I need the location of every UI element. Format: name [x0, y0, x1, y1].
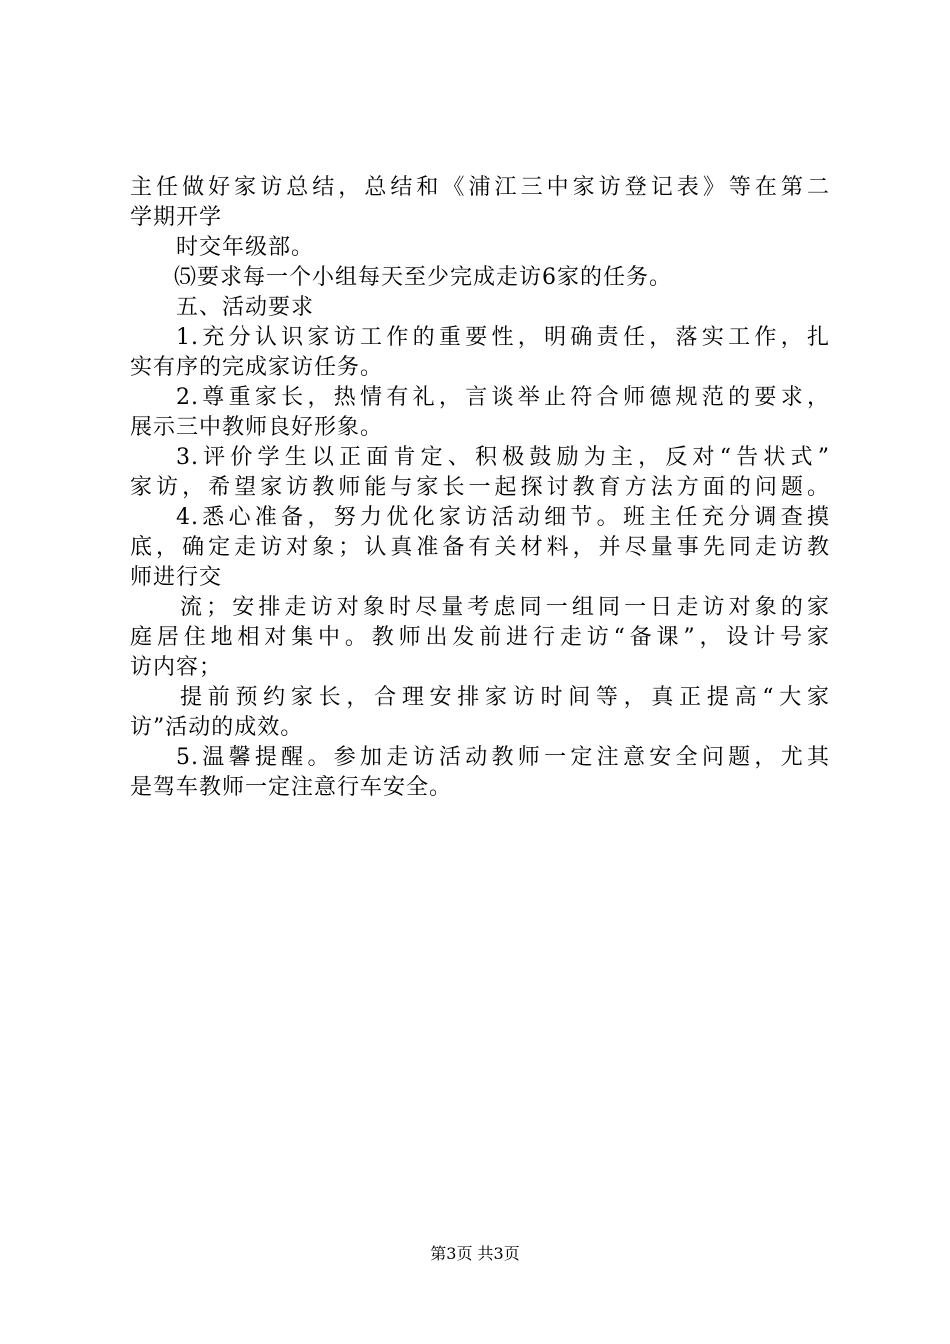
document-body [130, 173, 830, 803]
text-line-14: 师进行交 [130, 565, 223, 590]
text-line-9: 展示三中教师良好形象。 [130, 415, 384, 440]
text-line-20: 5.温馨提醒。参加走访活动教师一定注意安全问题，尤其 [176, 745, 830, 770]
text-line-10: 3.评价学生以正面肯定、积极鼓励为主，反对“告状式” [176, 445, 830, 470]
page-footer: 第3页 共3页 [430, 1244, 520, 1263]
text-line-19: 访”活动的成效。 [130, 715, 304, 740]
text-line-15: 流；安排走访对象时尽量考虑同一组同一日走访对象的家 [180, 595, 830, 620]
text-line-6: 1.充分认识家访工作的重要性，明确责任，落实工作，扎 [176, 325, 830, 350]
text-line-8: 2.尊重家长，热情有礼，言谈举止符合师德规范的要求， [176, 385, 830, 410]
text-line-7: 实有序的完成家访任务。 [130, 355, 384, 380]
text-line-4: ⑸要求每一个小组每天至少完成走访6家的任务。 [174, 265, 672, 290]
text-line-13: 底，确定走访对象；认真准备有关材料，并尽量事先同走访教 [130, 535, 830, 560]
text-line-18: 提前预约家长，合理安排家访时间等，真正提高“大家 [180, 685, 830, 710]
text-line-3: 时交年级部。 [176, 235, 315, 260]
text-line-2: 学期开学 [130, 205, 223, 230]
text-line-11: 家访，希望家访教师能与家长一起探讨教育方法方面的问题。 [130, 475, 830, 500]
text-line-21: 是驾车教师一定注意行车安全。 [130, 775, 453, 800]
text-line-1: 主任做好家访总结，总结和《浦江三中家访登记表》等在第二 [130, 175, 830, 200]
section-heading: 五、活动要求 [176, 295, 315, 320]
text-line-17: 访内容； [130, 655, 223, 680]
text-line-16: 庭居住地相对集中。教师出发前进行走访“备课”，设计号家 [130, 625, 830, 650]
text-line-12: 4.悉心准备，努力优化家访活动细节。班主任充分调查摸 [176, 505, 830, 530]
